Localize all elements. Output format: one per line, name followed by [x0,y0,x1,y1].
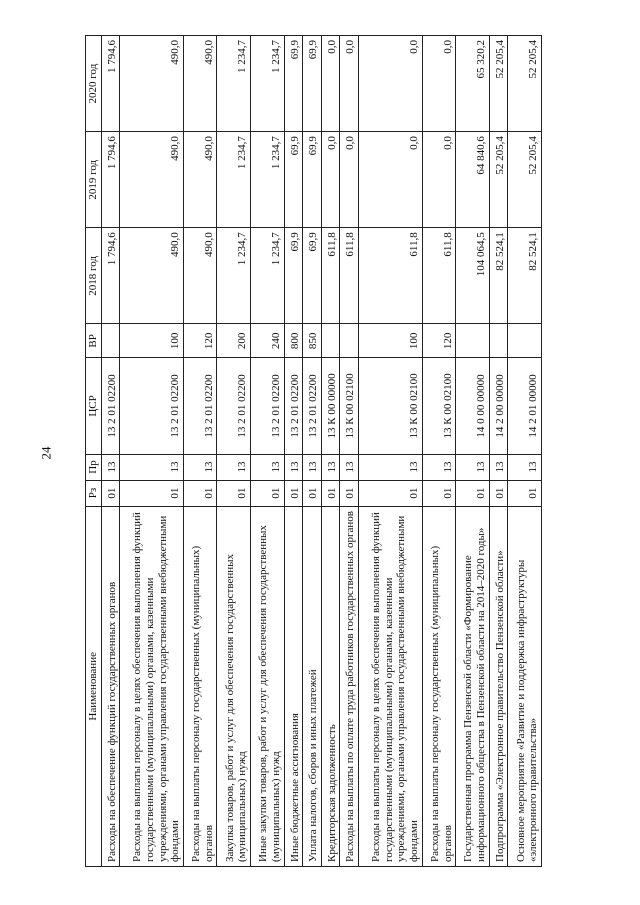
cell-vr [340,324,359,358]
cell-2018: 611,8 [340,228,359,324]
cell-rz: 01 [120,480,184,506]
cell-name: Расходы на обеспечение функций государственных органов [101,506,120,866]
cell-2020: 69,9 [284,36,303,132]
cell-csr: 13 К 00 02100 [422,358,456,454]
header-2019: 2019 год [86,132,102,228]
cell-csr: 14 2 01 00000 [508,358,542,454]
table-row [456,36,490,867]
cell-name: Расходы на выплаты персоналу государственных (муниципальных) органов [422,506,456,866]
cell-vr: 200 [217,324,251,358]
cell-2019: 69,9 [284,132,303,228]
header-name: Наименование [86,506,102,866]
cell-2020: 0,0 [321,36,340,132]
cell-csr: 13 2 01 02200 [251,358,285,454]
cell-2019: 69,9 [303,132,322,228]
table-row [183,36,217,867]
table-row [217,36,251,867]
header-vr: ВР [86,324,102,358]
cell-2018: 490,0 [120,228,184,324]
cell-csr: 13 2 01 02200 [284,358,303,454]
cell-pr: 13 [321,454,340,480]
header-rz: Рз [86,480,102,506]
cell-2018: 82 524,1 [489,228,508,324]
cell-rz: 01 [489,480,508,506]
cell-2018: 82 524,1 [508,228,542,324]
cell-rz: 01 [321,480,340,506]
cell-2018: 69,9 [303,228,322,324]
cell-csr: 13 2 01 02200 [217,358,251,454]
table-row [303,36,322,867]
cell-vr: 100 [358,324,422,358]
cell-2020: 52 205,4 [489,36,508,132]
cell-2018: 1 234,7 [217,228,251,324]
cell-name: Кредиторская задолженность [321,506,340,866]
cell-rz: 01 [251,480,285,506]
cell-rz: 01 [183,480,217,506]
cell-2018: 490,0 [183,228,217,324]
cell-csr: 13 2 01 02200 [101,358,120,454]
cell-vr [508,324,542,358]
cell-2018: 611,8 [358,228,422,324]
cell-name: Закупка товаров, работ и услуг для обеспечения государственных (муниципальных) нужд [217,506,251,866]
cell-name: Подпрограмма «Электронное правительство Пензенской области» [489,506,508,866]
cell-name: Иные закупки товаров, работ и услуг для обеспечения государственных (муниципальных) нужд [251,506,285,866]
cell-vr: 120 [183,324,217,358]
cell-2019: 0,0 [358,132,422,228]
cell-2020: 1 234,7 [251,36,285,132]
table-row [251,36,285,867]
cell-name: Расходы на выплаты персоналу в целях обеспечения выполнения функций государственными (муниципальными) органами, казенными учреждениями, органами управления государственными внебюджетными фондами [358,506,422,866]
cell-vr: 120 [422,324,456,358]
cell-csr: 13 К 00 02100 [358,358,422,454]
header-pr: Пр [86,454,102,480]
cell-vr [489,324,508,358]
table-row [321,36,340,867]
cell-rz: 01 [508,480,542,506]
table-row [284,36,303,867]
cell-vr: 800 [284,324,303,358]
header-2020: 2020 год [86,36,102,132]
cell-pr: 13 [251,454,285,480]
table-row [508,36,542,867]
cell-pr: 13 [120,454,184,480]
cell-2018: 104 064,5 [456,228,490,324]
cell-2020: 490,0 [183,36,217,132]
cell-vr [101,324,120,358]
cell-vr [321,324,340,358]
cell-2020: 0,0 [340,36,359,132]
cell-pr: 13 [183,454,217,480]
cell-pr: 13 [508,454,542,480]
cell-rz: 01 [101,480,120,506]
cell-2020: 65 320,2 [456,36,490,132]
cell-csr: 13 2 01 02200 [120,358,184,454]
cell-2018: 1 794,6 [101,228,120,324]
cell-vr: 850 [303,324,322,358]
header-csr: ЦСР [86,358,102,454]
cell-2019: 1 234,7 [251,132,285,228]
cell-2019: 1 794,6 [101,132,120,228]
cell-2020: 490,0 [120,36,184,132]
cell-rz: 01 [456,480,490,506]
cell-name: Расходы на выплаты по оплате труда работников государственных органов [340,506,359,866]
cell-2019: 490,0 [120,132,184,228]
cell-2020: 0,0 [422,36,456,132]
cell-2019: 0,0 [321,132,340,228]
cell-2020: 0,0 [358,36,422,132]
cell-csr: 13 К 00 02100 [340,358,359,454]
cell-2019: 52 205,4 [489,132,508,228]
table-row [358,36,422,867]
cell-name: Уплата налогов, сборов и иных платежей [303,506,322,866]
cell-csr: 14 0 00 00000 [456,358,490,454]
cell-2019: 52 205,4 [508,132,542,228]
cell-rz: 01 [358,480,422,506]
cell-2020: 52 205,4 [508,36,542,132]
cell-2020: 1 234,7 [217,36,251,132]
cell-pr: 13 [101,454,120,480]
table-row [422,36,456,867]
table-row [101,36,120,867]
cell-2020: 69,9 [303,36,322,132]
table-row [340,36,359,867]
cell-csr: 13 К 00 00000 [321,358,340,454]
cell-rz: 01 [284,480,303,506]
cell-2018: 69,9 [284,228,303,324]
cell-name: Расходы на выплаты персоналу в целях обеспечения выполнения функций государственными (муниципальными) органами, казенными учреждениями, органами управления государственными внебюджетными фондами [120,506,184,866]
cell-pr: 13 [422,454,456,480]
cell-2019: 64 840,6 [456,132,490,228]
cell-csr: 13 2 01 02200 [183,358,217,454]
cell-name: Основное мероприятие «Развитие и поддержка инфраструктуры «электронного правительства» [508,506,542,866]
cell-pr: 13 [303,454,322,480]
cell-csr: 14 2 00 00000 [489,358,508,454]
table-header-row [86,36,102,867]
cell-pr: 13 [217,454,251,480]
cell-pr: 13 [456,454,490,480]
cell-vr: 100 [120,324,184,358]
cell-name: Расходы на выплаты персоналу государственных (муниципальных) органов [183,506,217,866]
cell-rz: 01 [303,480,322,506]
budget-table-container [85,35,542,867]
cell-csr: 13 2 01 02200 [303,358,322,454]
cell-pr: 13 [340,454,359,480]
cell-name: Государственная программа Пензенской области «Формирование информационного общества в Пензенской области на 2014–2020 годы» [456,506,490,866]
cell-2019: 490,0 [183,132,217,228]
cell-rz: 01 [340,480,359,506]
rotated-table-frame [85,35,542,867]
cell-2020: 1 794,6 [101,36,120,132]
cell-2018: 611,8 [321,228,340,324]
cell-vr [456,324,490,358]
cell-2019: 0,0 [340,132,359,228]
table-row [489,36,508,867]
cell-pr: 13 [489,454,508,480]
cell-pr: 13 [358,454,422,480]
cell-pr: 13 [284,454,303,480]
page-number: 24 [38,446,54,460]
cell-name: Иные бюджетные ассигнования [284,506,303,866]
cell-2018: 1 234,7 [251,228,285,324]
budget-table [85,35,542,867]
cell-rz: 01 [217,480,251,506]
cell-2019: 0,0 [422,132,456,228]
cell-vr: 240 [251,324,285,358]
header-2018: 2018 год [86,228,102,324]
cell-rz: 01 [422,480,456,506]
cell-2018: 611,8 [422,228,456,324]
table-row [120,36,184,867]
cell-2019: 1 234,7 [217,132,251,228]
